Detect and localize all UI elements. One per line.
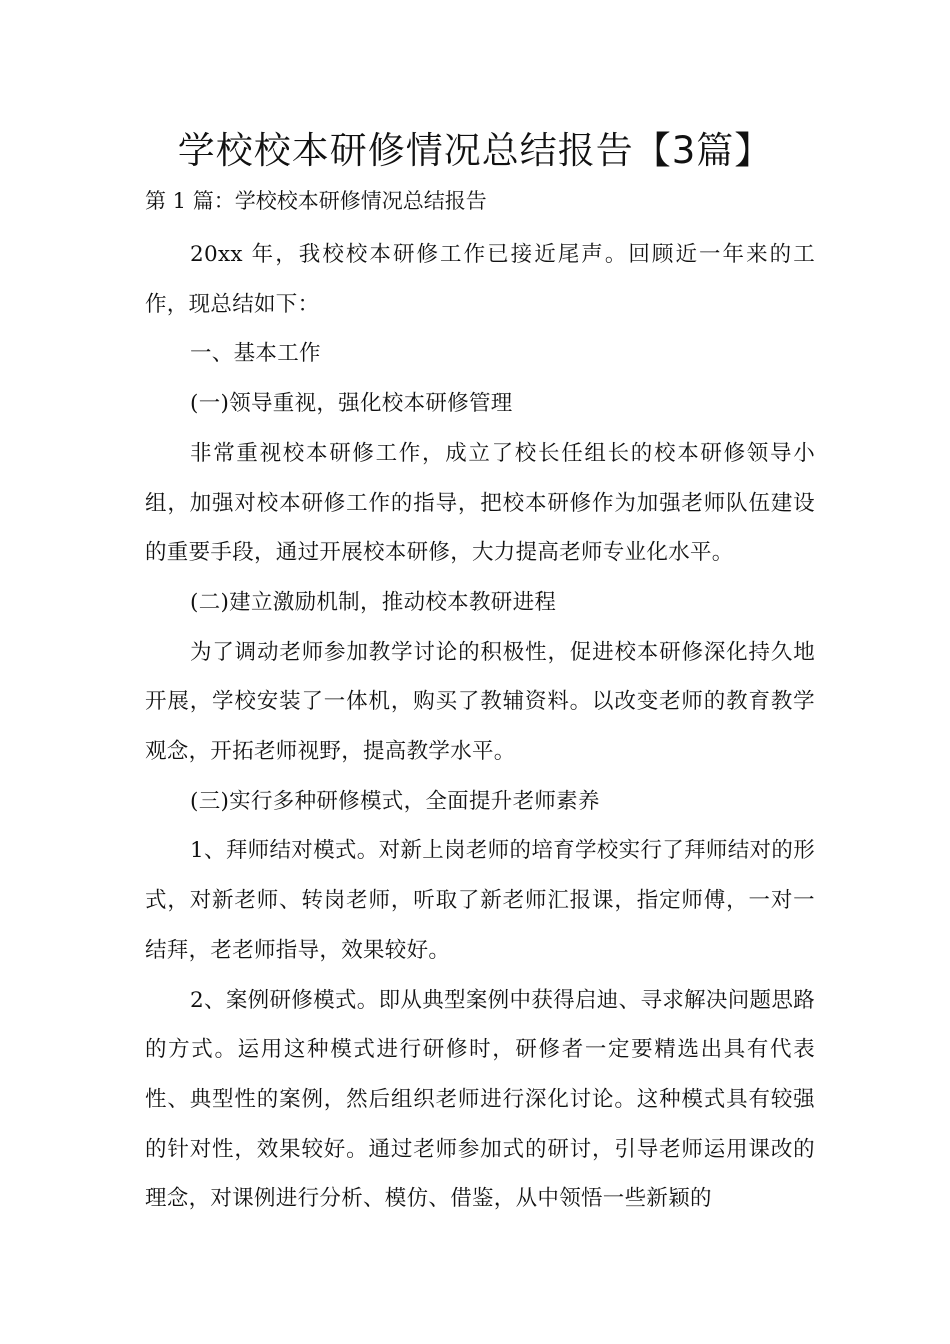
subsection-heading-3: (三)实行多种研修模式，全面提升老师素养	[190, 788, 600, 814]
paragraph-intro: 20xx 年，我校校本研修工作已接近尾声。回顾近一年来的工作，现总结如下：	[145, 242, 815, 317]
subsection-heading-1: (一)领导重视，强化校本研修管理	[190, 391, 513, 417]
paragraph-leadership: 非常重视校本研修工作，成立了校长任组长的校本研修领导小组，加强对校本研修工作的指导，把校本研修作为加强老师队伍建设的重要手段，通过开展校本研修，大力提高老师专业化水平。	[145, 440, 815, 566]
document-subtitle: 第 1 篇：学校校本研修情况总结报告	[145, 189, 487, 213]
paragraph-incentive: 为了调动老师参加教学讨论的积极性，促进校本研修深化持久地开展，学校安装了一体机，购买了教辅资料。以改变老师的教育教学观念，开拓老师视野，提高教学水平。	[145, 639, 815, 765]
section-heading-basic-work: 一、基本工作	[190, 341, 321, 367]
paragraph-mentoring: 1、拜师结对模式。对新上岗老师的培育学校实行了拜师结对的形式，对新老师、转岗老师，听取了新老师汇报课，指定师傅，一对一结拜，老老师指导，效果较好。	[145, 838, 815, 963]
document-title: 学校校本研修情况总结报告【3篇】	[177, 129, 773, 172]
paragraph-case-study: 2、案例研修模式。即从典型案例中获得启迪、寻求解决问题思路的方式。运用这种模式进行研修时，研修者一定要精选出具有代表性、典型性的案例，然后组织老师进行深化讨论。这种模式具有较强的针对性，效果较好。通过老师参加式的研讨，引导老师运用课改的理念，对课例进行分析、模仿、借鉴，从中领悟一些新颖的	[145, 987, 815, 1212]
document-body	[145, 230, 815, 1224]
subsection-heading-2: (二)建立激励机制，推动校本教研进程	[190, 589, 557, 615]
